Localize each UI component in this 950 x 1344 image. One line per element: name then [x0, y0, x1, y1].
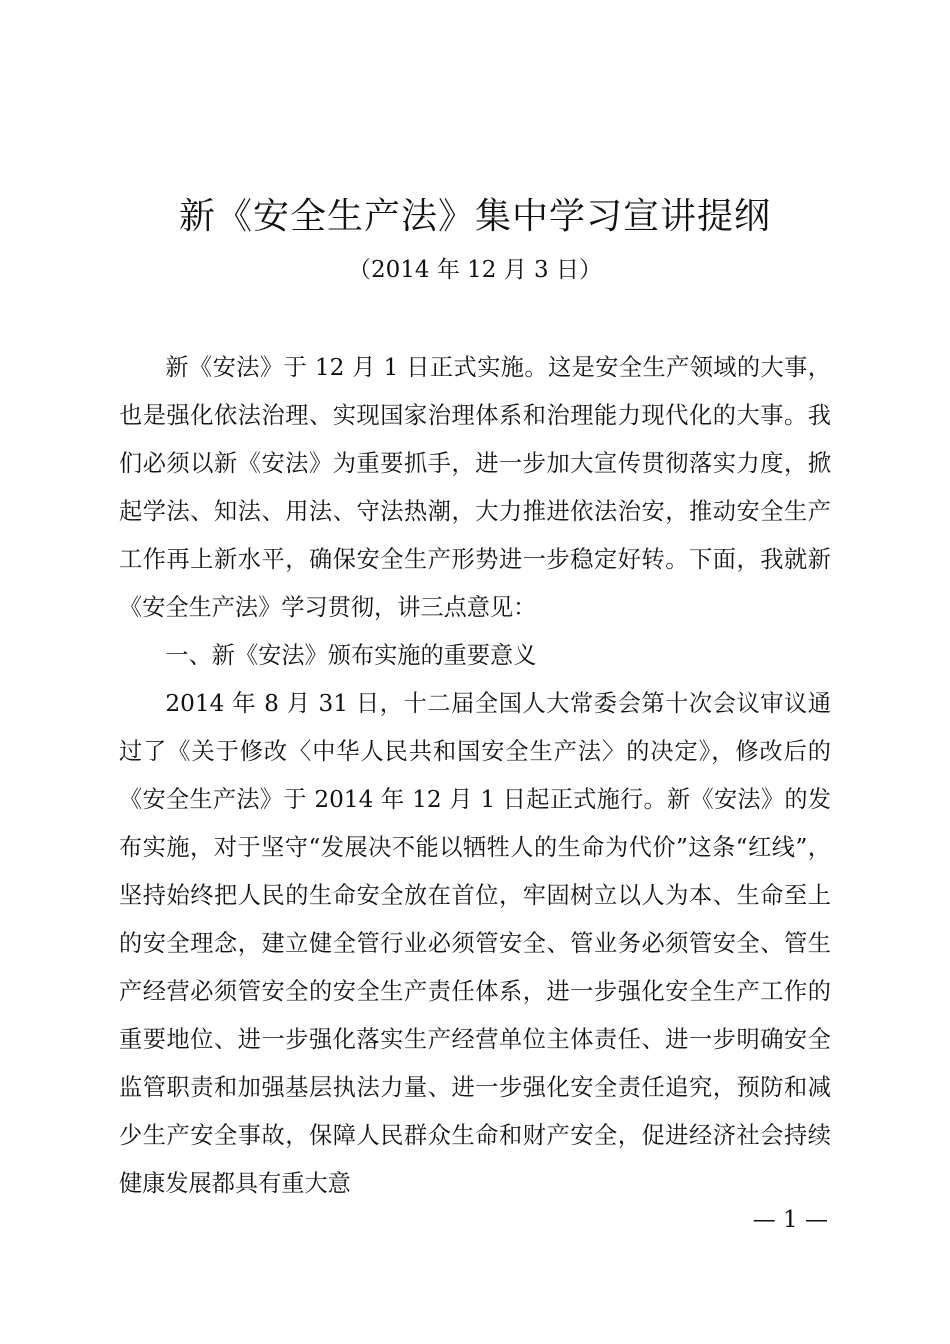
- intro-paragraph: 新《安法》于 12 月 1 日正式实施。这是安全生产领域的大事，也是强化依法治理、实现国家治理体系和治理能力现代化的大事。我们必须以新《安法》为重要抓手，进一步加大宣传贯彻落实力度，掀起学法、知法、用法、守法热潮，大力推进依法治安，推动安全生产工作再上新水平，确保安全生产形势进一步稳定好转。下面，我就新《安全生产法》学习贯彻，讲三点意见：: [119, 354, 831, 621]
- section-heading: 一、新《安法》颁布实施的重要意义: [165, 642, 537, 669]
- section-paragraph: 2014 年 8 月 31 日，十二届全国人大常委会第十次会议审议通过了《关于修改〈中华人民共和国安全生产法〉的决定》，修改后的《安全生产法》于 2014 年 12 月 1 日起正式施行。新《安法》的发布实施，对于坚守“发展决不能以牺牲人的生命为代价”这条“红线”，坚持始终把人民的生命安全放在首位，牢固树立以人为本、生命至上的安全理念，建立健全管行业必须管安全、管业务必须管安全、管生产经营必须管安全的安全生产责任体系，进一步强化安全生产工作的重要地位、进一步强化落实生产经营单位主体责任、进一步明确安全监管职责和加强基层执法力量、进一步强化安全责任追究，预防和减少生产安全事故，保障人民群众生命和财产安全，促进经济社会持续健康发展都具有重大意: [119, 690, 831, 1197]
- page-number: — 1 —: [752, 1207, 828, 1233]
- document-date: （2014 年 12 月 3 日）: [348, 257, 602, 283]
- document-title: 新《安全生产法》集中学习宣讲提纲: [178, 196, 771, 237]
- document-body: [119, 344, 831, 1208]
